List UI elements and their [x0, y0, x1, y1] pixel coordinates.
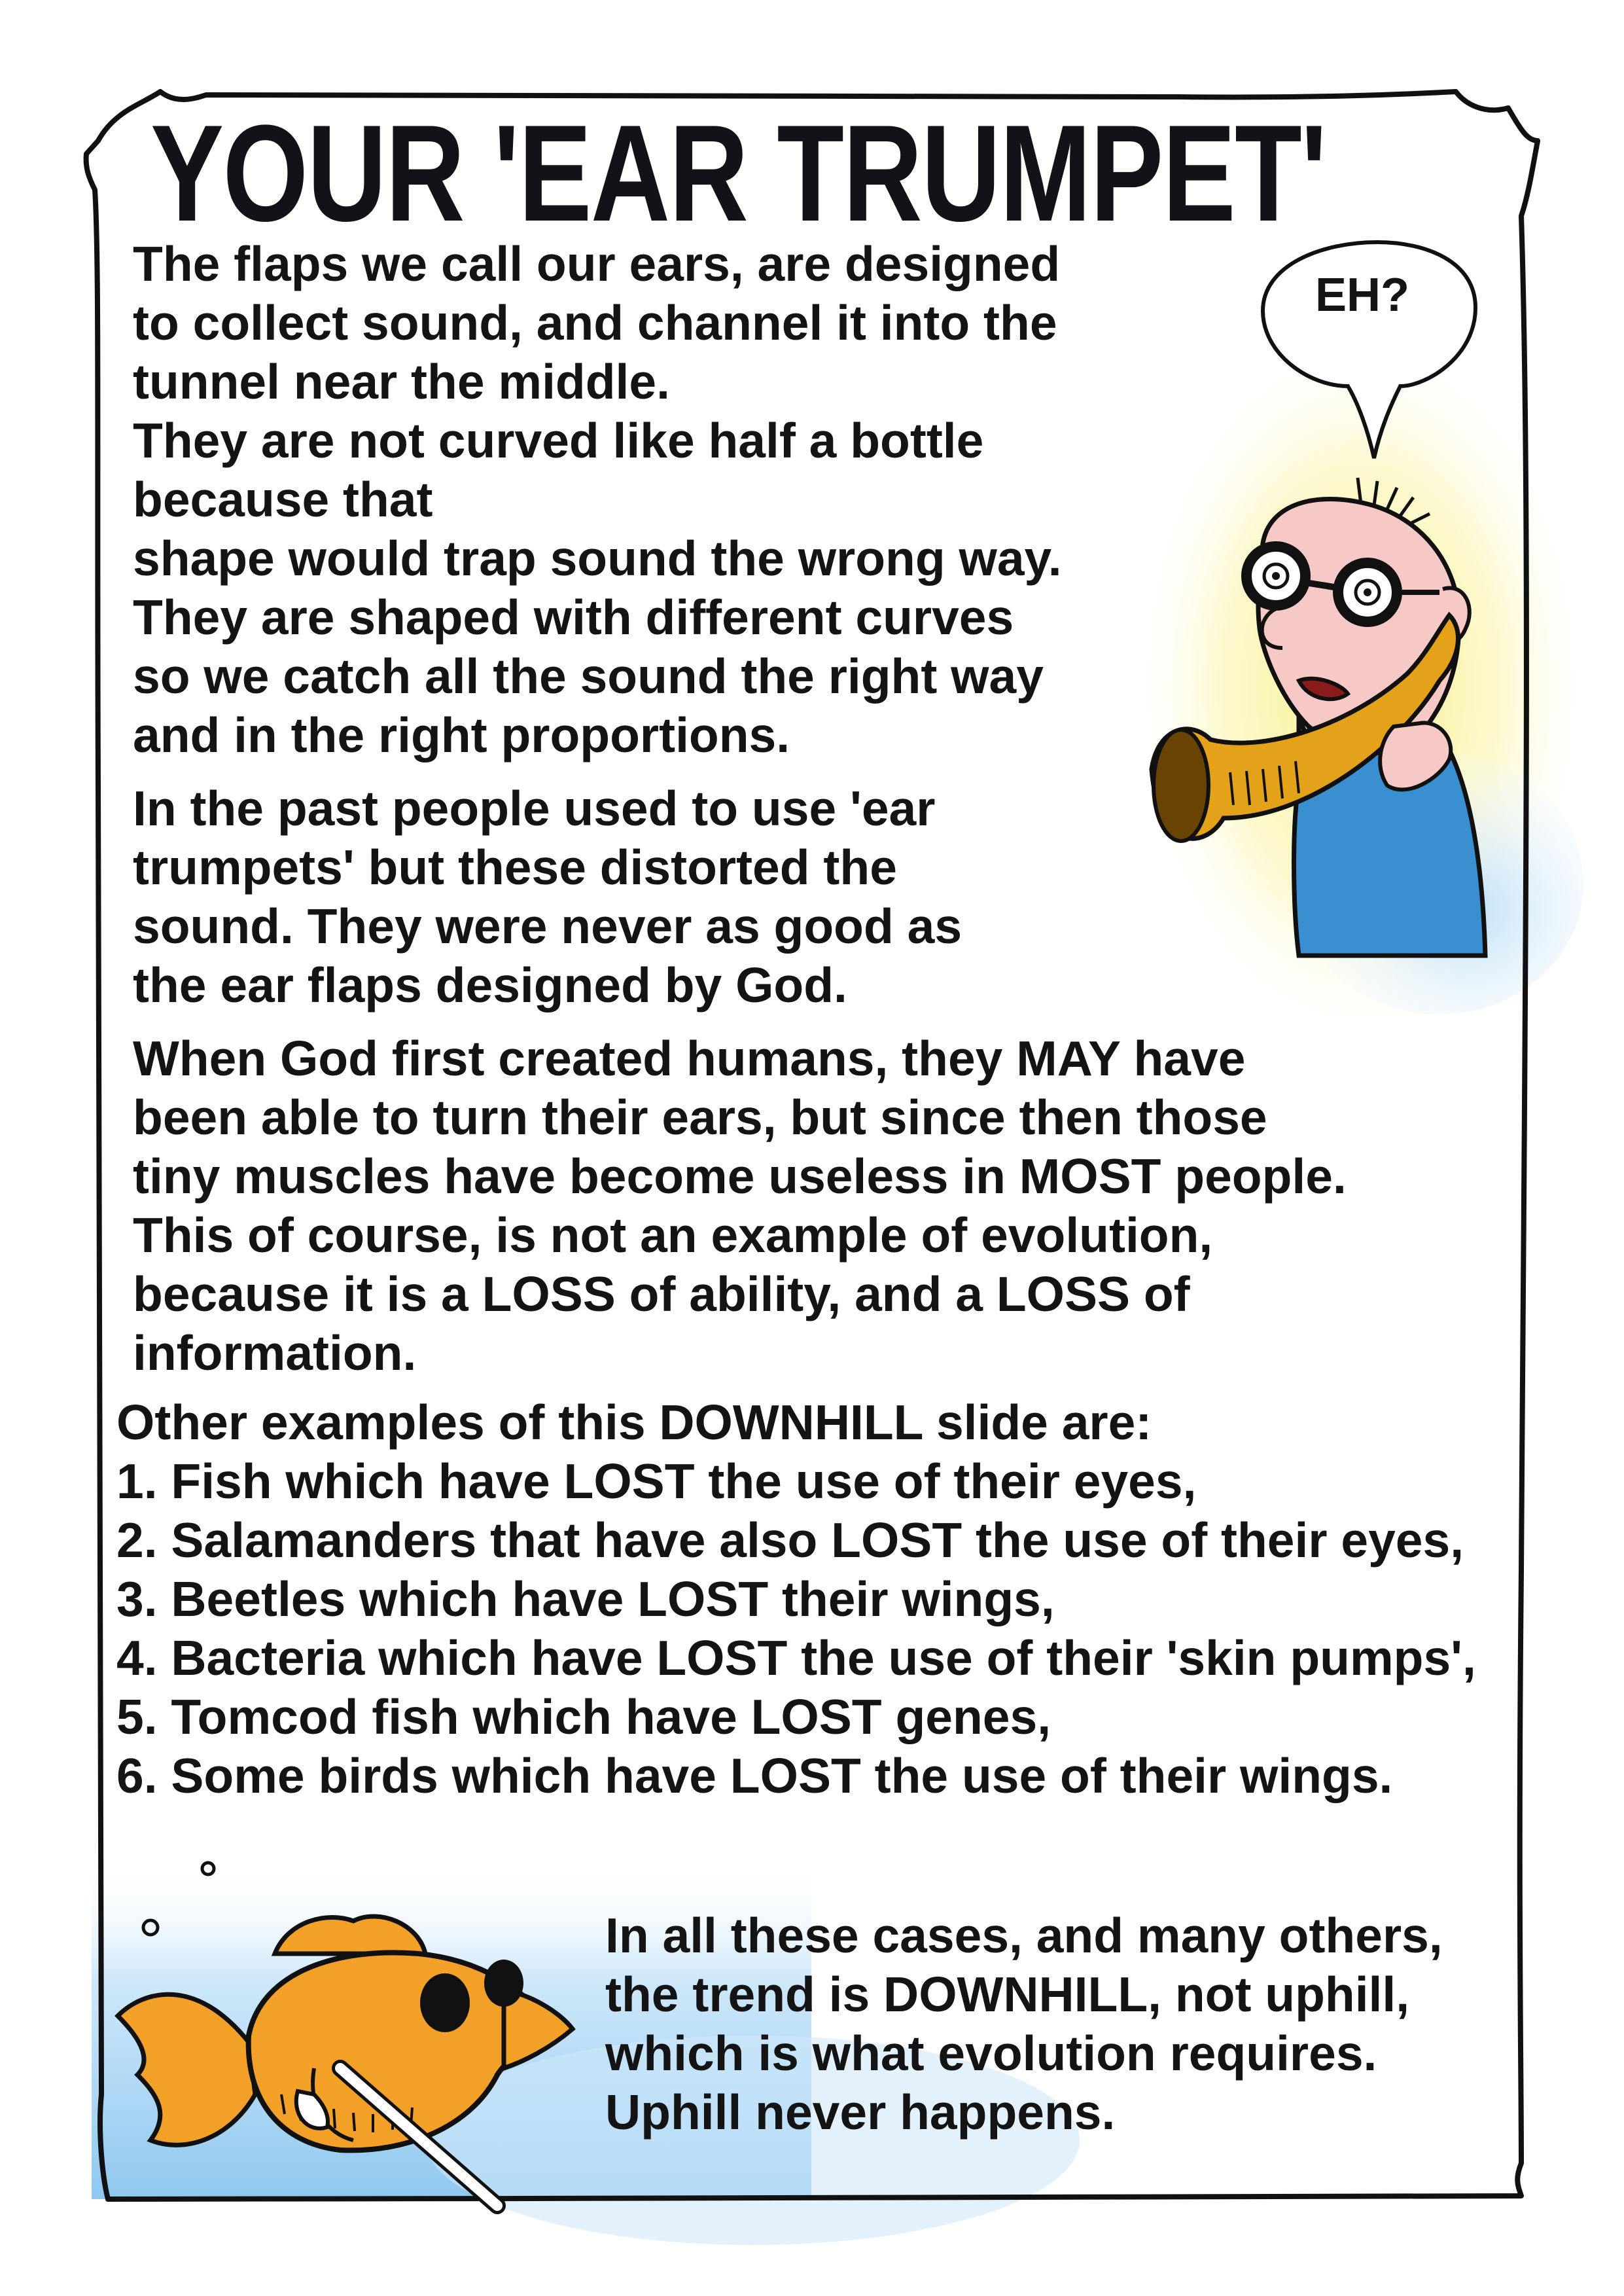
ear-trumpets-paragraph [133, 779, 962, 1014]
list-item: 4. Bacteria which have LOST the use of their 'skin pumps', [116, 1630, 1476, 1685]
text-line: the trend is DOWNHILL, not uphill, [605, 1967, 1410, 2022]
text-line: which is what evolution requires. [605, 2026, 1377, 2081]
list-item: 5. Tomcod fish which have LOST genes, [116, 1689, 1051, 1744]
text-line: to collect sound, and channel it into the [133, 295, 1057, 350]
text-line: They are not curved like half a bottle [133, 413, 984, 468]
text-line: In all these cases, and many others, [605, 1908, 1443, 1963]
text-line: and in the right proportions. [133, 708, 790, 762]
text-line: the ear flaps designed by God. [133, 958, 847, 1013]
text-line: This of course, is not an example of evolution, [133, 1208, 1213, 1263]
text-line: because that [133, 472, 433, 527]
text-line: trumpets' but these distorted the [133, 840, 897, 895]
list-item: 1. Fish which have LOST the use of their eyes, [116, 1454, 1197, 1509]
text-line: tunnel near the middle. [133, 354, 670, 409]
speech-bubble-text: EH? [1315, 269, 1409, 321]
downhill-examples-list [116, 1393, 1476, 1805]
intro-paragraph [133, 234, 1062, 764]
text-line: When God first created humans, they MAY have [133, 1031, 1246, 1086]
ear-muscles-paragraph [133, 1029, 1347, 1382]
text-line: information. [133, 1325, 417, 1380]
list-item: 6. Some birds which have LOST the use of their wings. [116, 1748, 1393, 1803]
list-item: 2. Salamanders that have also LOST the use of their eyes, [116, 1513, 1464, 1568]
list-item: 3. Beetles which have LOST their wings, [116, 1571, 1055, 1626]
text-line: Uphill never happens. [605, 2085, 1116, 2140]
list-heading: Other examples of this DOWNHILL slide are: [116, 1395, 1152, 1450]
text-line: sound. They were never as good as [133, 899, 962, 954]
text-line: shape would trap sound the wrong way. [133, 531, 1062, 586]
text-line: so we catch all the sound the right way [133, 649, 1044, 704]
text-line: tiny muscles have become useless in MOST people. [133, 1149, 1347, 1204]
text-line: because it is a LOSS of ability, and a LOSS of [133, 1266, 1190, 1321]
text-line: The flaps we call our ears, are designed [133, 236, 1061, 291]
text-line: been able to turn their ears, but since then those [133, 1090, 1267, 1145]
text-line: In the past people used to use 'ear [133, 781, 936, 836]
page-title: YOUR 'EAR TRUMPET' [150, 96, 1326, 250]
closing-paragraph [605, 1906, 1443, 2142]
text-line: They are shaped with different curves [133, 590, 1014, 645]
